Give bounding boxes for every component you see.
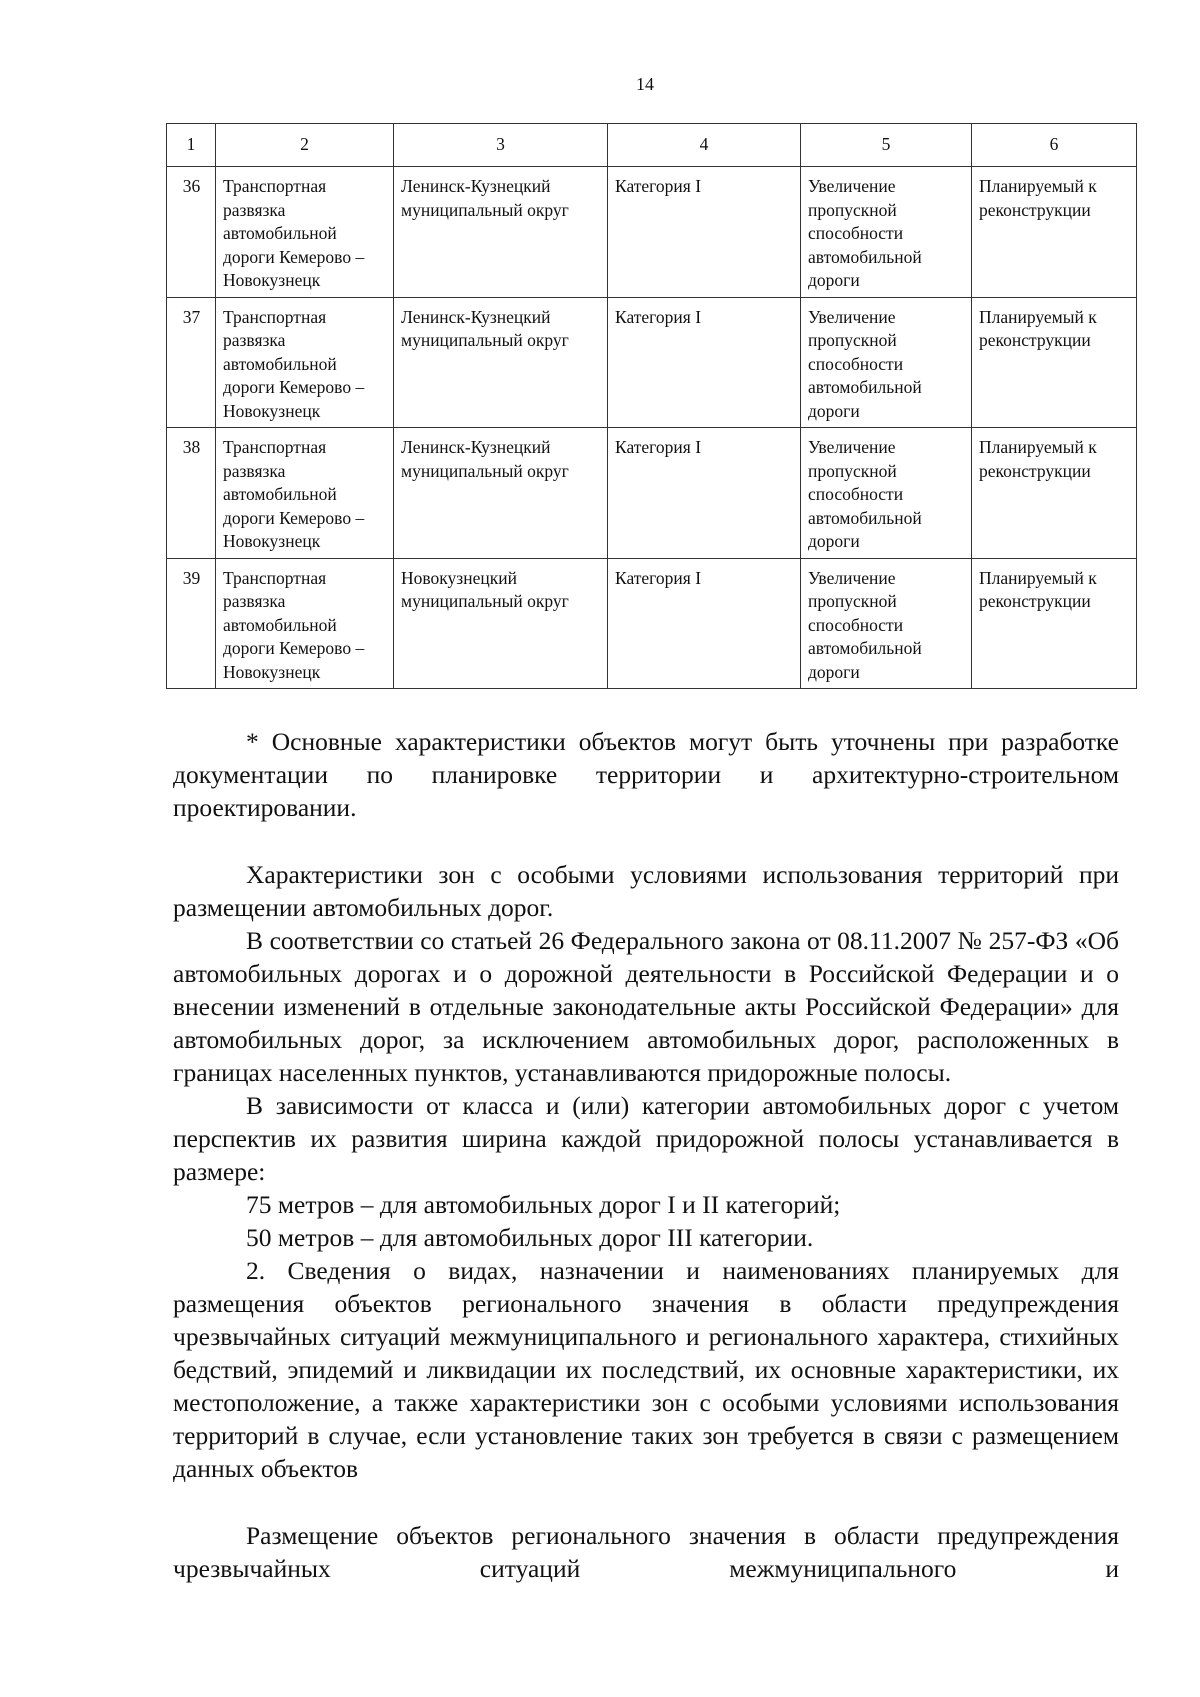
objects-table — [166, 123, 1137, 689]
column-header: 1 — [167, 124, 216, 167]
object-name: Транспортная развязка автомобильной дороги Кемерово – Новокузнецк — [216, 558, 394, 689]
law-paragraph: В соответствии со статьей 26 Федерального закона от 08.11.2007 № 257-ФЗ «Об автомобильных дорогах и о дорожной деятельности в Российской Федерации и о внесении изменений в отдельные законодательные акты Российской Федерации» для автомобильных дорог, за исключением автомобильных дорог, расположенных в границах населенных пунктов, устанавливаются придорожные полосы. — [173, 926, 1119, 1087]
width-50-line: 50 метров – для автомобильных дорог III категории. — [246, 1223, 814, 1252]
table-header-row — [167, 124, 1137, 167]
column-header: 2 — [216, 124, 394, 167]
column-header: 5 — [801, 124, 972, 167]
table-row — [167, 297, 1137, 428]
object-category: Категория I — [608, 167, 801, 298]
object-category: Категория I — [608, 558, 801, 689]
column-header: 6 — [972, 124, 1137, 167]
paragraph-gap — [173, 1485, 1119, 1519]
object-category: Категория I — [608, 297, 801, 428]
section-2-paragraph: 2. Сведения о видах, назначении и наименованиях планируемых для размещения объектов регионального значения в области предупреждения чрезвычайных ситуаций межмуниципального и регионального характера, стихийных бедствий, эпидемий и ликвидации их последствий, их основные характеристики, их местоположение, а также характеристики зон с особыми условиями использования территорий в случае, если установление таких зон требуется в связи с размещением данных объектов — [173, 1256, 1119, 1483]
object-location: Ленинск-Кузнецкий муниципальный округ — [394, 297, 608, 428]
row-number: 37 — [167, 297, 216, 428]
document-body — [173, 725, 1119, 1585]
object-purpose: Увеличение пропускной способности автомобильной дороги — [801, 428, 972, 559]
object-name: Транспортная развязка автомобильной дороги Кемерово – Новокузнецк — [216, 297, 394, 428]
object-location: Ленинск-Кузнецкий муниципальный округ — [394, 167, 608, 298]
zones-heading: Характеристики зон с особыми условиями использования территорий при размещении автомобильных дорог. — [173, 860, 1119, 922]
object-name: Транспортная развязка автомобильной дороги Кемерово – Новокузнецк — [216, 428, 394, 559]
object-purpose: Увеличение пропускной способности автомобильной дороги — [801, 558, 972, 689]
footnote: * Основные характеристики объектов могут быть уточнены при разработке документации по планировке территории и архитектурно-строительном проектировании. — [173, 727, 1119, 822]
column-header: 4 — [608, 124, 801, 167]
column-header: 3 — [394, 124, 608, 167]
object-category: Категория I — [608, 428, 801, 559]
placement-heading: Размещение объектов регионального значения в области предупреждения чрезвычайных ситуаций межмуниципального и — [173, 1521, 1119, 1583]
object-location: Ленинск-Кузнецкий муниципальный округ — [394, 428, 608, 559]
object-status: Планируемый к реконструкции — [972, 558, 1137, 689]
object-purpose: Увеличение пропускной способности автомобильной дороги — [801, 167, 972, 298]
object-status: Планируемый к реконструкции — [972, 167, 1137, 298]
row-number: 39 — [167, 558, 216, 689]
page-number: 14 — [636, 74, 654, 94]
table-row — [167, 167, 1137, 298]
object-location: Новокузнецкий муниципальный округ — [394, 558, 608, 689]
object-name: Транспортная развязка автомобильной дороги Кемерово – Новокузнецк — [216, 167, 394, 298]
paragraph-gap — [173, 824, 1119, 858]
object-status: Планируемый к реконструкции — [972, 297, 1137, 428]
table-row — [167, 558, 1137, 689]
width-75-line: 75 метров – для автомобильных дорог I и II категорий; — [246, 1190, 841, 1219]
table-row — [167, 428, 1137, 559]
object-status: Планируемый к реконструкции — [972, 428, 1137, 559]
row-number: 38 — [167, 428, 216, 559]
width-paragraph: В зависимости от класса и (или) категории автомобильных дорог с учетом перспектив их развития ширина каждой придорожной полосы устанавливается в размере: — [173, 1091, 1119, 1186]
object-purpose: Увеличение пропускной способности автомобильной дороги — [801, 297, 972, 428]
row-number: 36 — [167, 167, 216, 298]
